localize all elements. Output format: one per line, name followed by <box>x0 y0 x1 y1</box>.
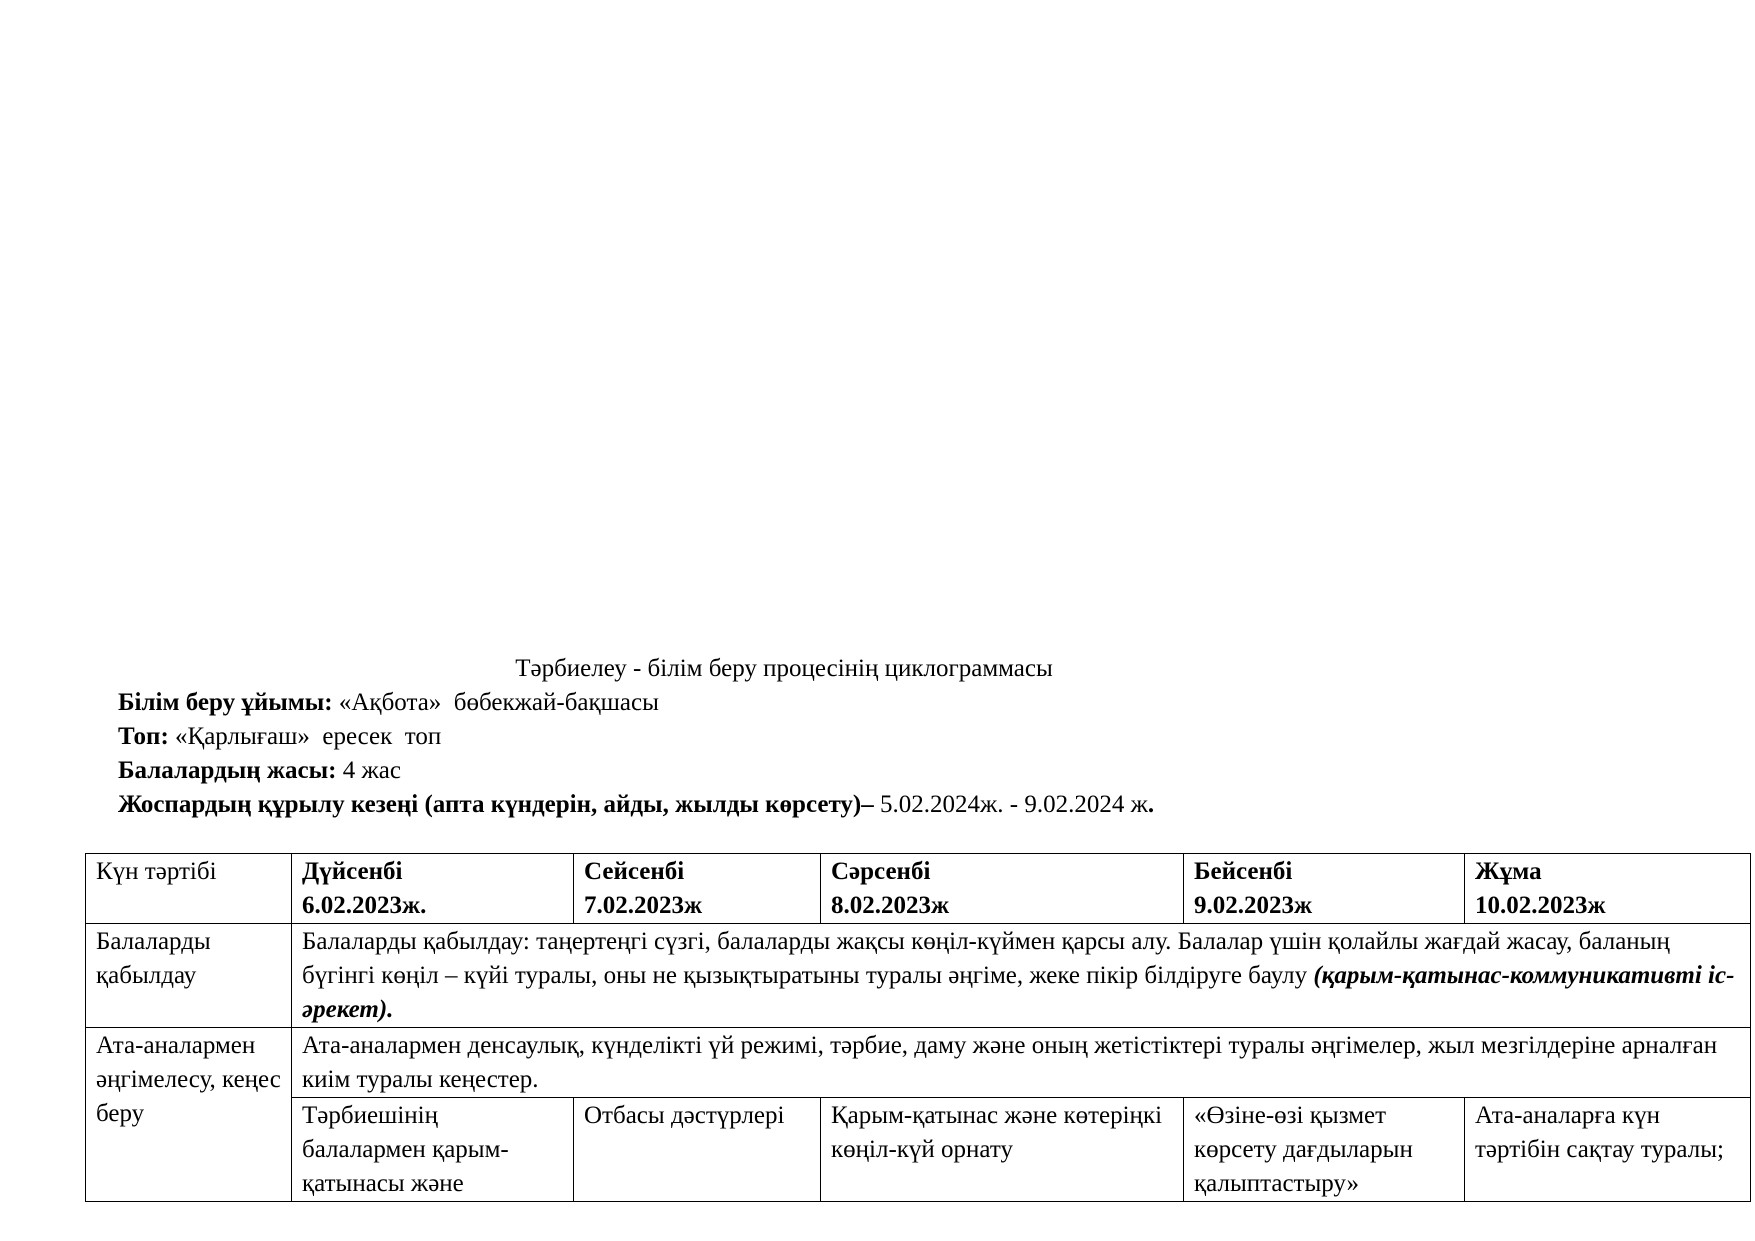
day-name: Сәрсенбі <box>831 858 931 885</box>
day-date: 8.02.2023ж <box>831 892 950 919</box>
group-line <box>118 720 441 753</box>
parents-days-row <box>86 1098 1751 1202</box>
cell-text: Тәрбиешінің балалармен қарым-қатынасы және <box>302 1102 509 1197</box>
age-line <box>118 754 401 787</box>
reception-emphasis: (қарым-қатынас-коммуникативті іс-әрекет). <box>302 962 1735 1023</box>
cell-text: «Өзіне-өзі қызмет көрсету дағдыларын қалыптастыру» <box>1194 1102 1413 1197</box>
day-name: Бейсенбі <box>1194 858 1293 885</box>
reception-row <box>86 924 1751 1028</box>
reception-text-cell <box>292 924 1751 1028</box>
cell-text: Қарым-қатынас және көтеріңкі көңіл-күй орнату <box>831 1102 1163 1163</box>
period-label: Жоспардың құрылу кезеңі (апта күндерін, айды, жылды көрсету)– <box>118 791 874 818</box>
header-day-thursday <box>1184 854 1465 924</box>
day-name: Дүйсенбі <box>302 858 403 885</box>
group-label: Топ: <box>118 723 169 750</box>
parents-text: Ата-аналармен денсаулық, күнделікті үй режимі, тәрбие, даму және оның жетістіктері туралы әңгімелер, жыл мезгілдеріне арналған киім туралы кеңестер. <box>292 1028 1751 1098</box>
day-date: 10.02.2023ж <box>1475 892 1606 919</box>
parents-label: Ата-аналармен әңгімелесу, кеңес беру <box>86 1028 292 1202</box>
page-title: Тәрбиелеу - білім беру процесінің циклограммасы <box>515 655 1053 682</box>
header-schedule: Күн тәртібі <box>86 854 292 924</box>
age-label: Балалардың жасы: <box>118 757 337 784</box>
day-date: 9.02.2023ж <box>1194 892 1313 919</box>
day-name: Сейсенбі <box>584 858 685 885</box>
parents-day-friday <box>1465 1098 1751 1202</box>
header-day-monday <box>292 854 574 924</box>
header-day-tuesday <box>574 854 821 924</box>
reception-label: Балаларды қабылдау <box>86 924 292 1028</box>
header-row <box>86 854 1751 924</box>
day-date: 6.02.2023ж. <box>302 892 427 919</box>
period-line <box>118 788 1154 821</box>
cell-text: Отбасы дәстүрлері <box>584 1102 785 1129</box>
header-day-friday <box>1465 854 1751 924</box>
organization-line <box>118 686 659 719</box>
cell-text: Ата-аналарға күн тәртібін сақтау туралы; <box>1475 1102 1724 1163</box>
header-day-wednesday <box>821 854 1184 924</box>
day-name: Жұма <box>1475 858 1542 885</box>
parents-day-thursday <box>1184 1098 1465 1202</box>
reception-text: Балаларды қабылдау: таңертеңгі сүзгі, балаларды жақсы көңіл-күймен қарсы алу. Балалар үшін қолайлы жағдай жасау, баланың бүгінгі көңіл – күйі туралы, оны не қызықтыратыны туралы әңгіме, жеке пікір білдіруге баулу <box>302 928 1670 989</box>
group-value: «Қарлығаш» ересек топ <box>168 723 442 750</box>
organization-value: «Ақбота» бөбекжай-бақшасы <box>332 689 659 716</box>
parents-day-wednesday <box>821 1098 1184 1202</box>
parents-day-monday <box>292 1098 574 1202</box>
period-end: . <box>1147 791 1155 818</box>
day-date: 7.02.2023ж <box>584 892 703 919</box>
age-value: 4 жас <box>336 757 401 784</box>
period-value: 5.02.2024ж. - 9.02.2024 ж <box>873 791 1148 818</box>
parents-day-tuesday <box>574 1098 821 1202</box>
parents-row <box>86 1028 1751 1098</box>
cyclogram-table <box>85 853 1751 1202</box>
organization-label: Білім беру ұйымы: <box>118 689 333 716</box>
